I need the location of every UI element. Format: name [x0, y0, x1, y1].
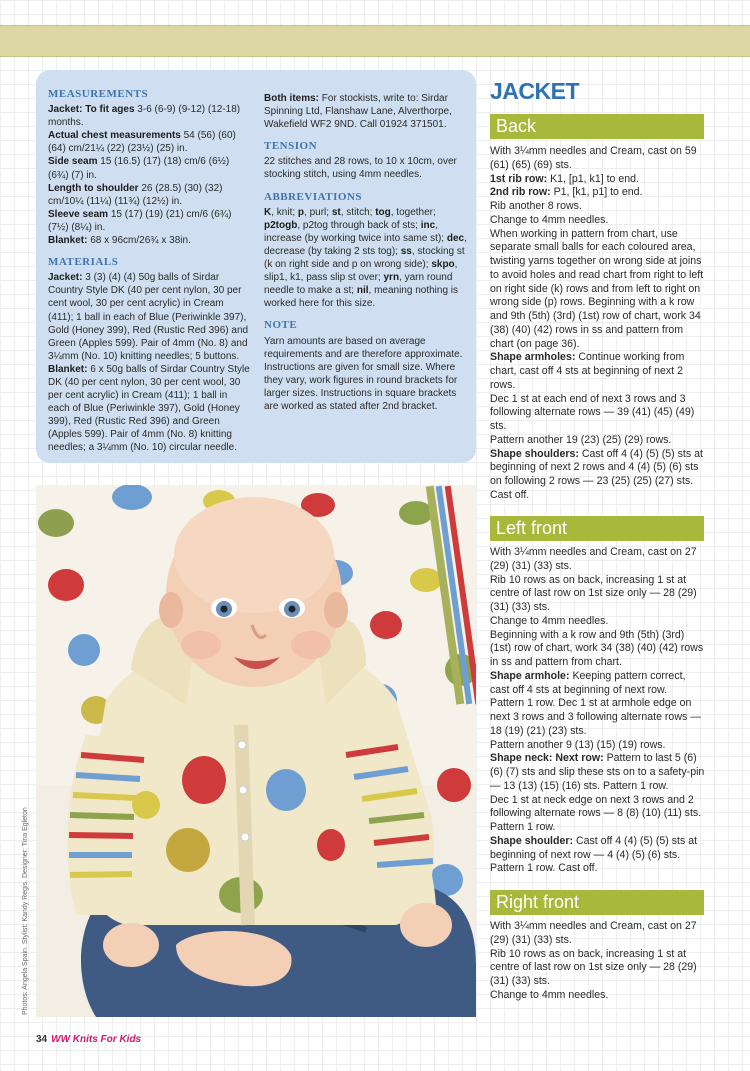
- back-rib1: 1st rib row: K1, [p1, k1] to end.: [490, 172, 639, 185]
- tension-heading: TENSION: [264, 140, 318, 153]
- back-chart: When working in pattern from chart, use separate small balls for each coloured area, twisting yarns together on wrong side at joins to avoid holes and read chart from right to left on right side (k) rows and from left to right on wrong side (p) rows. Beginning with a k row and 9th (5th) (3rd) (1st) row of chart, work 34 (38) (40) (42) rows in ss and pattern from chart (on page 36).: [490, 227, 704, 350]
- back-rib2: 2nd rib row: P1, [k1, p1] to end.: [490, 186, 643, 199]
- left-front-neck-dec: Dec 1 st at neck edge on next 3 rows and 2 following alternate rows — 8 (8) (10) (11) sts.: [490, 793, 702, 820]
- back-shoulders: Shape shoulders: Cast off 4 (4) (5) (5) sts at beginning of next 2 rows and 4 (4) (5) (6) sts on following 2 rows — 23 (25) (25) (27) sts. Cast off.: [490, 447, 703, 501]
- note-heading: NOTE: [264, 319, 298, 332]
- info-column-right: [264, 92, 468, 413]
- left-front-pattern2: Pattern another 9 (13) (15) (19) rows.: [490, 738, 666, 751]
- left-front-begin: Beginning with a k row and 9th (5th) (3rd) (1st) row of chart, work 34 (38) (40) (42) rows in ss and pattern from chart.: [490, 628, 704, 668]
- left-front-pattern1: Pattern 1 row. Dec 1 st at armhole edge on next 3 rows and 3 following alternate rows — 18 (19) (21) (23) sts.: [490, 697, 701, 737]
- left-front-pattern3: Pattern 1 row.: [490, 821, 556, 833]
- info-column-left: [48, 88, 250, 455]
- left-front-heading-bar: Left front: [490, 516, 704, 541]
- blanket-size-line: Blanket: 68 x 96cm/26¾ x 38in.: [48, 235, 191, 247]
- materials-both: Both items: For stockists, write to: Sirdar Spinning Ltd, Flanshaw Lane, Alverthorpe, Wakefield WF2 9ND. Call 01924 371501.: [264, 93, 452, 131]
- fit-line: Jacket: To fit ages 3-6 (6-9) (9-12) (12-18) months.: [48, 104, 241, 129]
- top-band: [0, 25, 750, 57]
- back-section: [490, 145, 706, 503]
- magazine-title: WW Knits For Kids: [51, 1034, 142, 1045]
- left-front-armhole: Shape armhole: Keeping pattern correct, cast off 4 sts at beginning of next row.: [490, 669, 686, 696]
- right-front-section: [490, 920, 706, 1003]
- back-heading-bar: Back: [490, 114, 704, 139]
- materials-heading: MATERIALS: [48, 256, 119, 269]
- footer: [36, 1034, 141, 1045]
- left-front-rib: Rib 10 rows as on back, increasing 1 st at centre of last row on 1st size only — 28 (29) (31) (33) sts.: [490, 573, 697, 613]
- right-front-heading-bar: Right front: [490, 890, 704, 915]
- right-front-cast-on: With 3¼mm needles and Cream, cast on 27 (29) (31) (33) sts.: [490, 920, 697, 946]
- photo-credit: Photos: Angela Spain. Stylist: Kandy Regis. Designer: Tina Egleton: [22, 807, 29, 1015]
- left-front-neck: Shape neck: Next row: Pattern to last 5 (6) (6) (7) sts and slip these sts on to a safety-pin — 13 (13) (15) (16) sts. Pattern 1 row.: [490, 752, 705, 792]
- note-text: Yarn amounts are based on average requirements and are therefore approximate. Instructions are given for small size. Where they vary, work figures in round brackets for larger sizes. Instructions in square brackets are worked as stated after 2nd bracket.: [264, 335, 463, 412]
- page-number: 34: [36, 1034, 48, 1045]
- abbreviations-text: K, knit; p, purl; st, stitch; tog, together; p2togb, p2tog through back of sts; inc, increase (by working twice into same st); dec, decrease (by taking 2 sts tog); ss, stocking st (k on right side and p on wrong side); skpo, slip1, k1, pass slip st over; yrn, yarn round needle to make a st; nil, meaning nothing is worked here for this size.: [264, 206, 467, 310]
- baby-photo-illustration: [36, 485, 476, 1017]
- back-rib-more: Rib another 8 rows.: [490, 200, 582, 212]
- abbreviations-heading: ABBREVIATIONS: [264, 190, 362, 203]
- baby-photo: [36, 485, 476, 1017]
- tension-text: 22 stitches and 28 rows, to 10 x 10cm, over stocking stitch, using 4mm needles.: [264, 156, 457, 181]
- shoulder-line: Length to shoulder 26 (28.5) (30) (32) cm/10¼ (11¼) (11¾) (12½) in.: [48, 182, 223, 207]
- left-front-section: [490, 546, 706, 876]
- right-front-rib: Rib 10 rows as on back, increasing 1 st at centre of last row on 1st size only — 28 (29) (31) (33) sts.: [490, 947, 697, 987]
- left-front-end: Pattern 1 row. Cast off.: [490, 862, 598, 875]
- back-pattern: Pattern another 19 (23) (25) (29) rows.: [490, 433, 672, 446]
- left-front-cast-on: With 3¼mm needles and Cream, cast on 27 (29) (31) (33) sts.: [490, 546, 697, 572]
- materials-jacket: Jacket: 3 (3) (4) (4) 50g balls of Sirdar Country Style DK (40 per cent nylon, 30 per cent wool, 30 per cent acrylic) in Cream (411); 1 ball in each of Blue (Periwinkle 397), Gold (Honey 399), Red (Rustic Red 396) and Green (Apples 599). Pair of 4mm (No. 8) and 3¼mm (No. 10) knitting needles; 5 buttons.: [48, 272, 249, 362]
- back-armholes: Shape armholes: Continue working from chart, cast off 4 sts at beginning of next 2 rows.: [490, 351, 685, 391]
- back-dec: Dec 1 st at each end of next 3 rows and 3 following alternate rows — 39 (41) (45) (49) sts.: [490, 392, 695, 432]
- chest-line: Actual chest measurements 54 (56) (60) (64) cm/21¼ (22) (23½) (25) in.: [48, 130, 236, 155]
- back-cast-on: With 3¼mm needles and Cream, cast on 59 (61) (65) (69) sts.: [490, 145, 697, 171]
- sleeve-line: Sleeve seam 15 (17) (19) (21) cm/6 (6¾) (7½) (8¼) in.: [48, 208, 232, 233]
- right-front-change: Change to 4mm needles.: [490, 988, 609, 1001]
- side-seam-line: Side seam 15 (16.5) (17) (18) cm/6 (6½) (6¾) (7) in.: [48, 156, 230, 181]
- materials-blanket: Blanket: 6 x 50g balls of Sirdar Country Style DK (40 per cent nylon, 30 per cent wool, 30 per cent acrylic) in Cream (411); 1 ball in each of Blue (Periwinkle 397), Gold (Honey 399), Red (Rustic Red 396) and Green (Apples 599). Pair of 4mm (No. 8) knitting needles; a 3¼mm (No. 10) circular needle.: [48, 363, 250, 454]
- back-change: Change to 4mm needles.: [490, 213, 609, 226]
- measurements-heading: MEASUREMENTS: [48, 88, 149, 100]
- left-front-shoulder: Shape shoulder: Cast off 4 (4) (5) (5) sts at beginning of next row — 4 (4) (5) (6) sts.: [490, 834, 698, 861]
- jacket-title: JACKET: [490, 78, 580, 104]
- left-front-change: Change to 4mm needles.: [490, 614, 609, 627]
